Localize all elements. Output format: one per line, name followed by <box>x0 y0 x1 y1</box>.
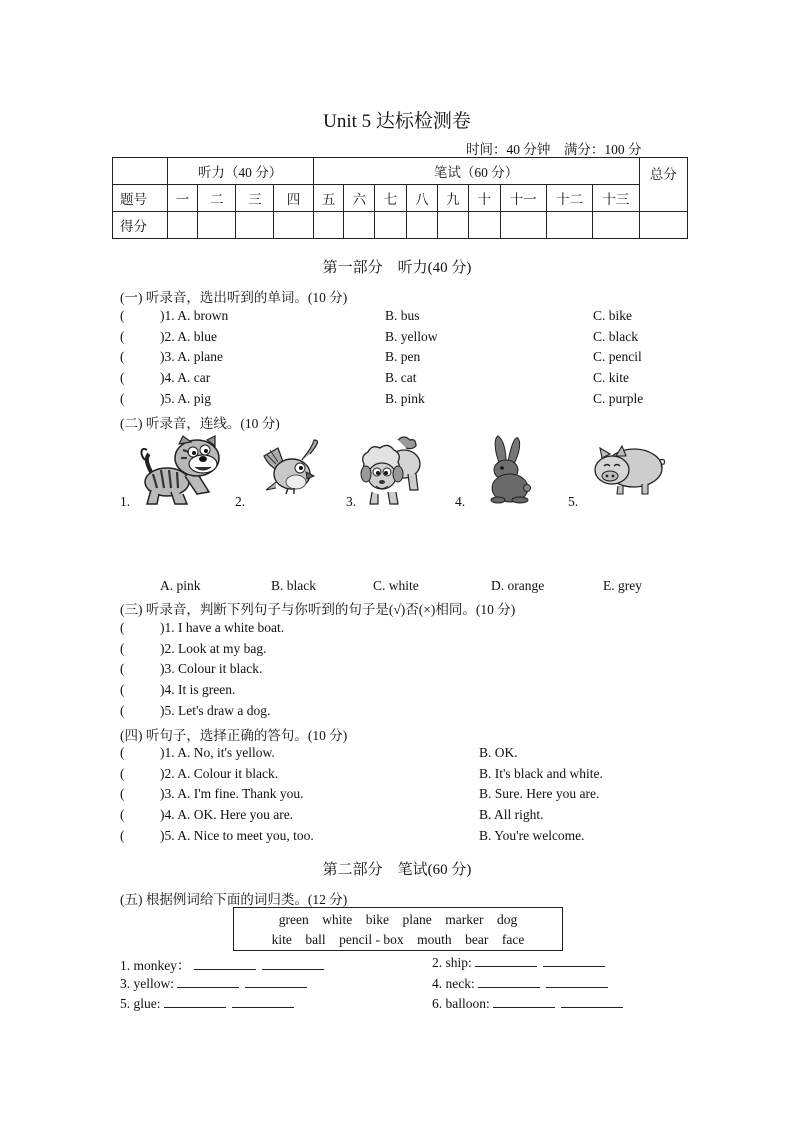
option-a: )4. A. OK. Here you are. <box>160 807 294 822</box>
sentence: )2. Look at my bag. <box>160 641 267 656</box>
option-c: C. kite <box>593 370 629 385</box>
sec1-title: (一) 听录音，选出听到的单词。(10 分) <box>120 290 348 305</box>
section-number: 十三 <box>593 185 639 212</box>
rabbit-icon <box>486 434 532 504</box>
option-b: B. cat <box>385 370 417 385</box>
classify-item <box>432 975 614 992</box>
option-a: )1. A. brown <box>160 308 229 323</box>
tiger-icon <box>137 432 227 510</box>
writing-header: 笔试（60 分） <box>313 158 639 185</box>
score-cell[interactable] <box>593 212 639 239</box>
word-box <box>233 907 563 951</box>
section-number: 五 <box>313 185 344 212</box>
answer-paren[interactable]: ( <box>120 766 125 781</box>
answer-paren[interactable]: ( <box>120 329 125 344</box>
option-b: B. OK. <box>479 745 518 760</box>
option-a: )4. A. car <box>160 370 211 385</box>
option-a: )3. A. I'm fine. Thank you. <box>160 786 304 801</box>
number-label: 题号 <box>113 185 168 212</box>
option-c: C. pencil <box>593 349 642 364</box>
section-number: 一 <box>167 185 198 212</box>
score-cell[interactable] <box>167 212 198 239</box>
question-row <box>120 391 211 407</box>
section-number: 十 <box>468 185 500 212</box>
score-table-corner <box>113 158 168 185</box>
answer-paren[interactable]: ( <box>120 786 125 801</box>
question-row <box>120 620 284 636</box>
total-header: 总分 <box>639 158 688 212</box>
classify-label: 4. neck: <box>432 976 475 991</box>
answer-paren[interactable]: ( <box>120 807 125 822</box>
answer-paren[interactable]: ( <box>120 308 125 323</box>
sentence: )5. Let's draw a dog. <box>160 703 271 718</box>
section-number: 七 <box>375 185 407 212</box>
answer-blank[interactable] <box>546 975 608 988</box>
option-b: B. pen <box>385 349 421 364</box>
answer-blank[interactable] <box>194 957 256 970</box>
question-row <box>120 370 210 386</box>
option-a: )2. A. Colour it black. <box>160 766 279 781</box>
question-row <box>120 786 304 802</box>
answer-blank[interactable] <box>164 995 226 1008</box>
answer-blank[interactable] <box>177 975 239 988</box>
color-option: E. grey <box>603 578 642 593</box>
picture-number: 2. <box>235 494 246 509</box>
score-cell[interactable] <box>500 212 546 239</box>
option-a: )5. A. Nice to meet you, too. <box>160 828 314 843</box>
question-row <box>120 641 266 657</box>
sentence: )3. Colour it black. <box>160 661 263 676</box>
section-number: 二 <box>198 185 236 212</box>
score-cell[interactable] <box>407 212 438 239</box>
classify-label: 5. glue: <box>120 996 161 1011</box>
picture-number: 4. <box>455 494 466 509</box>
answer-paren[interactable]: ( <box>120 641 125 656</box>
part1-title: 第一部分 听力(40 分) <box>322 260 472 276</box>
option-c: C. purple <box>593 391 644 406</box>
color-option: D. orange <box>491 578 545 593</box>
color-option: A. pink <box>160 578 201 593</box>
score-cell[interactable] <box>375 212 407 239</box>
question-row <box>120 308 228 324</box>
sentence: )1. I have a white boat. <box>160 620 285 635</box>
question-row <box>120 828 314 844</box>
section-number: 八 <box>407 185 438 212</box>
option-a: )5. A. pig <box>160 391 212 406</box>
picture-number: 3. <box>346 494 357 509</box>
score-cell[interactable] <box>468 212 500 239</box>
answer-blank[interactable] <box>478 975 540 988</box>
section-number: 九 <box>437 185 468 212</box>
question-row <box>120 349 223 365</box>
total-score-cell[interactable] <box>639 212 688 239</box>
classify-label: 2. ship: <box>432 955 472 970</box>
time-score-info: 时间：40 分钟 满分：100 分 <box>466 142 642 157</box>
option-a: )1. A. No, it's yellow. <box>160 745 275 760</box>
classify-item <box>120 975 313 992</box>
score-cell[interactable] <box>236 212 274 239</box>
question-row <box>120 703 270 719</box>
word-box-row: kite ball pencil - box mouth bear face <box>271 932 525 947</box>
answer-paren[interactable]: ( <box>120 828 125 843</box>
color-option: C. white <box>373 578 419 593</box>
option-b: B. It's black and white. <box>479 766 603 781</box>
score-cell[interactable] <box>546 212 592 239</box>
color-option: B. black <box>271 578 316 593</box>
answer-paren[interactable]: ( <box>120 391 125 406</box>
option-b: B. bus <box>385 308 420 323</box>
question-row <box>120 682 235 698</box>
score-cell[interactable] <box>198 212 236 239</box>
picture-number: 5. <box>568 494 579 509</box>
classify-item <box>120 995 300 1012</box>
listening-header: 听力（40 分） <box>167 158 313 185</box>
option-c: C. bike <box>593 308 632 323</box>
sec3-title: (三) 听录音，判断下列句子与你听到的句子是(√)否(×)相同。(10 分) <box>120 602 516 617</box>
picture-number: 1. <box>120 494 131 509</box>
answer-blank[interactable] <box>561 995 623 1008</box>
answer-blank[interactable] <box>232 995 294 1008</box>
classify-item <box>120 954 330 974</box>
answer-blank[interactable] <box>543 954 605 967</box>
answer-paren[interactable]: ( <box>120 682 125 697</box>
answer-paren[interactable]: ( <box>120 349 125 364</box>
question-row <box>120 745 275 761</box>
classify-item <box>432 954 611 971</box>
classify-label: 1. monkey： <box>120 958 191 973</box>
sec2-title: (二) 听录音，连线。(10 分) <box>120 416 280 431</box>
answer-paren[interactable]: ( <box>120 661 125 676</box>
answer-paren[interactable]: ( <box>120 620 125 635</box>
score-cell[interactable] <box>274 212 313 239</box>
part2-title: 第二部分 笔试(60 分) <box>322 862 472 878</box>
answer-blank[interactable] <box>262 957 324 970</box>
section-number: 三 <box>236 185 274 212</box>
sentence: )4. It is green. <box>160 682 236 697</box>
answer-blank[interactable] <box>245 975 307 988</box>
classify-item <box>432 995 629 1012</box>
option-b: B. You're welcome. <box>479 828 585 843</box>
sec5-title: (五) 根据例词给下面的词归类。(12 分) <box>120 892 348 907</box>
answer-blank[interactable] <box>475 954 537 967</box>
word-box-row: green white bike plane marker dog <box>278 912 518 927</box>
score-cell[interactable] <box>313 212 344 239</box>
sheep-icon <box>358 434 428 506</box>
question-row <box>120 661 262 677</box>
answer-blank[interactable] <box>493 995 555 1008</box>
sec4-title: (四) 听句子，选择正确的答句。(10 分) <box>120 728 348 743</box>
option-a: )2. A. blue <box>160 329 217 344</box>
answer-paren[interactable]: ( <box>120 703 125 718</box>
classify-label: 6. balloon: <box>432 996 490 1011</box>
answer-paren[interactable]: ( <box>120 745 125 760</box>
section-number: 六 <box>344 185 375 212</box>
question-row <box>120 329 217 345</box>
score-table <box>112 157 688 239</box>
question-row <box>120 766 278 782</box>
option-b: B. All right. <box>479 807 544 822</box>
option-a: )3. A. plane <box>160 349 223 364</box>
option-b: B. yellow <box>385 329 438 344</box>
bird-icon <box>258 438 322 498</box>
question-row <box>120 807 293 823</box>
option-b: B. Sure. Here you are. <box>479 786 600 801</box>
section-number: 十一 <box>500 185 546 212</box>
section-number: 十二 <box>546 185 592 212</box>
pig-icon <box>590 442 666 496</box>
classify-label: 3. yellow: <box>120 976 174 991</box>
answer-paren[interactable]: ( <box>120 370 125 385</box>
score-cell[interactable] <box>344 212 375 239</box>
section-number: 四 <box>274 185 313 212</box>
option-b: B. pink <box>385 391 425 406</box>
score-label: 得分 <box>113 212 168 239</box>
score-cell[interactable] <box>437 212 468 239</box>
page-title: Unit 5 达标检测卷 <box>323 111 471 132</box>
option-c: C. black <box>593 329 638 344</box>
